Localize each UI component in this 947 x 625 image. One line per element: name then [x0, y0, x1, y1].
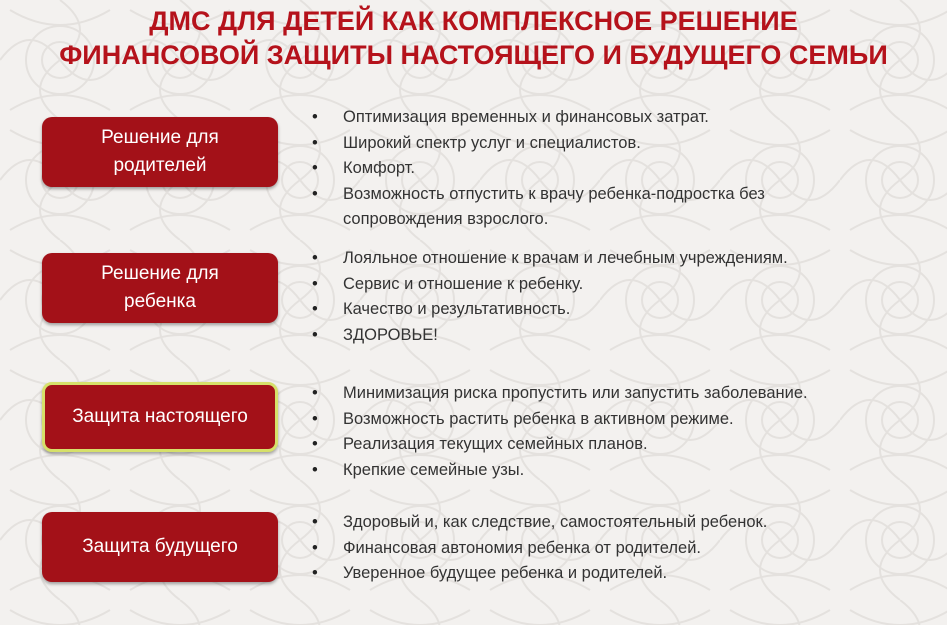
list-item: • Сервис и отношение к ребенку. [312, 272, 788, 298]
label-line-2: ребенка [124, 291, 196, 312]
label-future-protection [42, 512, 278, 582]
list-item: • Возможность отпустить к врачу ребенка-подростка без [312, 182, 765, 208]
list-item: • Здоровый и, как следствие, самостоятельный ребенок. [312, 510, 767, 536]
list-item: • Возможность растить ребенка в активном режиме. [312, 407, 808, 433]
title-line-2: ФИНАНСОВОЙ ЗАЩИТЫ НАСТОЯЩЕГО И БУДУЩЕГО СЕМЬИ [59, 40, 888, 70]
label-present-protection [42, 382, 278, 452]
bullet-list-parents [312, 105, 765, 233]
label-text: Защита настоящего [72, 406, 248, 427]
list-item: • Реализация текущих семейных планов. [312, 432, 808, 458]
list-item: • ЗДОРОВЬЕ! [312, 323, 788, 349]
list-item: • Крепкие семейные узы. [312, 458, 808, 484]
list-item: • Оптимизация временных и финансовых затрат. [312, 105, 765, 131]
label-line-1: Решение для [101, 127, 219, 148]
list-item: • Уверенное будущее ребенка и родителей. [312, 561, 767, 587]
list-item: • Минимизация риска пропустить или запустить заболевание. [312, 381, 808, 407]
label-child-solution [42, 253, 278, 323]
label-line-1: Решение для [101, 263, 219, 284]
label-line-2: родителей [113, 155, 207, 176]
page-title [0, 4, 947, 72]
label-text: Защита будущего [82, 536, 238, 557]
title-line-1: ДМС ДЛЯ ДЕТЕЙ КАК КОМПЛЕКСНОЕ РЕШЕНИЕ [149, 6, 798, 36]
list-item-continuation: сопровождения взрослого. [343, 210, 549, 228]
bullet-list-present [312, 381, 808, 483]
list-item: • Комфорт. [312, 156, 765, 182]
list-item: • Лояльное отношение к врачам и лечебным учреждениям. [312, 246, 788, 272]
label-parents-solution [42, 117, 278, 187]
list-item: • Финансовая автономия ребенка от родителей. [312, 536, 767, 562]
bullet-list-child [312, 246, 788, 348]
list-item: • Качество и результативность. [312, 297, 788, 323]
bullet-list-future [312, 510, 767, 587]
list-item: • Широкий спектр услуг и специалистов. [312, 131, 765, 157]
